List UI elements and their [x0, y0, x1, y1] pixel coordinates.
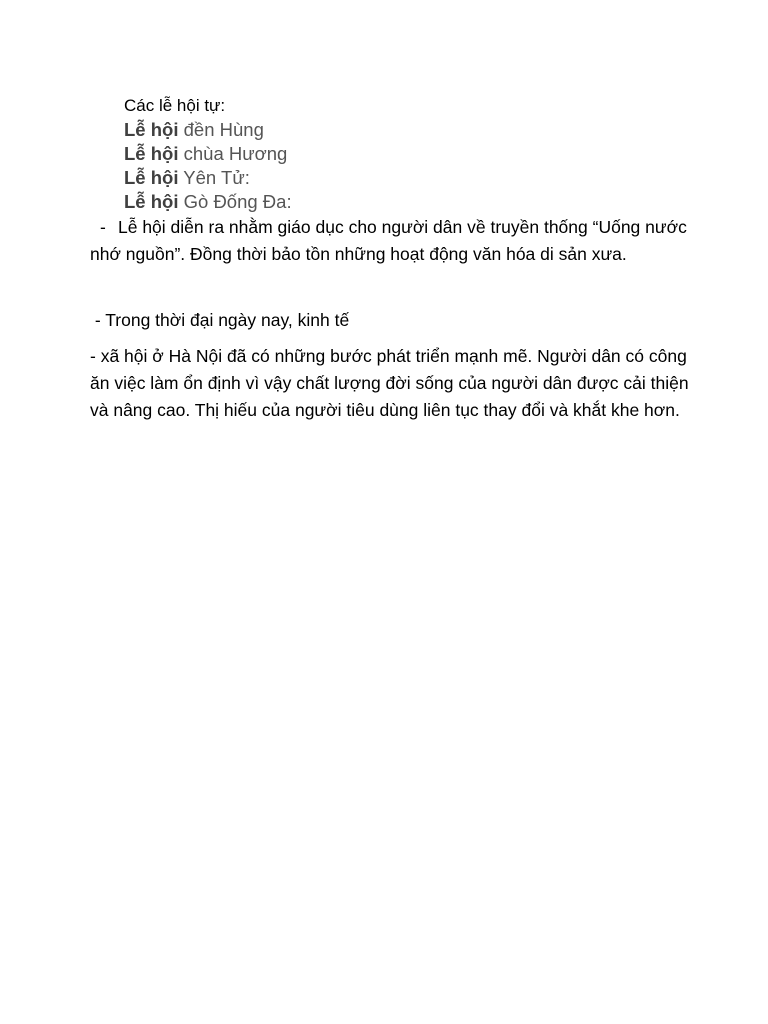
festival-name: Gò Đống Đa: — [183, 191, 292, 212]
festival-prefix: Lễ hội — [124, 191, 179, 212]
paragraph-hanoi-development: - xã hội ở Hà Nội đã có những bước phát triển mạnh mẽ. Người dân có công ăn việc làm ổn định vì vậy chất lượng đời sống của người dân được cải thiện và nâng cao. Thị hiếu của người tiêu dùng liên tục thay đổi và khắt khe hơn. — [90, 346, 689, 420]
festival-item-go-dong-da — [124, 190, 292, 214]
festival-name: chùa Hương — [183, 143, 288, 164]
festival-item-yen-tu — [124, 166, 292, 190]
festival-name: đền Hùng — [183, 119, 264, 140]
festival-name: Yên Tử: — [183, 167, 250, 188]
paragraph-modern-era: - Trong thời đại ngày nay, kinh tế — [90, 310, 350, 330]
festival-prefix: Lễ hội — [124, 167, 179, 188]
festival-prefix: Lễ hội — [124, 119, 179, 140]
festival-list — [124, 118, 292, 214]
festival-prefix: Lễ hội — [124, 143, 179, 164]
bullet-dash: - — [100, 217, 106, 237]
intro-line: Các lễ hội tự: — [124, 96, 226, 115]
festival-item-den-hung — [124, 118, 292, 142]
paragraph-text: Lễ hội diễn ra nhằm giáo dục cho người dân về truyền thống “Uống nước nhớ nguồn”. Đồng thời bảo tồn những hoạt động văn hóa di sản xưa. — [90, 217, 687, 264]
festival-item-chua-huong — [124, 142, 292, 166]
paragraph-festival-purpose — [90, 214, 690, 268]
